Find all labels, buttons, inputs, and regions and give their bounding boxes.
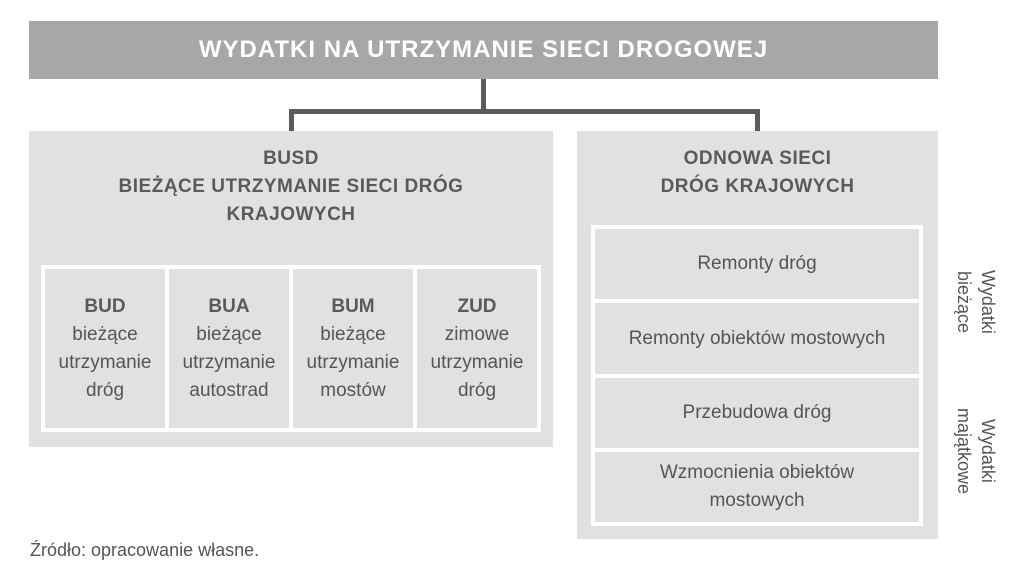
subcategory-text: utrzymanie <box>306 351 400 373</box>
side-label-capital-expenses <box>952 398 1000 504</box>
odnowa-item-text: Wzmocnienia obiektów <box>659 462 855 483</box>
busd-subcategory-grid <box>41 265 541 432</box>
busd-panel-title <box>29 145 553 229</box>
subcategory-text: zimowe <box>444 323 510 345</box>
subcategory-text: utrzymanie <box>58 351 152 373</box>
subcategory-text: dróg <box>457 379 497 401</box>
subcategory-code: BUM <box>331 295 375 317</box>
side-label-line: Wydatki <box>978 419 998 483</box>
busd-title-line: BIEŻĄCE UTRZYMANIE SIECI DRÓG <box>118 176 464 197</box>
odnowa-item-text: Remonty obiektów mostowych <box>628 327 886 349</box>
odnowa-item-text: mostowych <box>709 490 805 511</box>
side-label-line: bieżące <box>954 270 974 334</box>
side-label-current-expenses <box>952 262 1000 342</box>
subcategory-code: BUA <box>208 295 250 317</box>
subcategory-zud <box>417 269 537 428</box>
connector-horizontal <box>289 109 760 114</box>
subcategory-bum <box>293 269 413 428</box>
busd-title-line: KRAJOWYCH <box>226 204 356 225</box>
odnowa-panel-title <box>577 145 938 201</box>
odnowa-item-text: Przebudowa dróg <box>682 402 832 423</box>
odnowa-title-line: ODNOWA SIECI <box>683 148 832 169</box>
side-label-line: Wydatki <box>978 270 998 334</box>
subcategory-text: mostów <box>320 379 386 401</box>
subcategory-text: bieżące <box>320 323 386 345</box>
connector-left-drop <box>289 109 294 131</box>
busd-title-line: BUSD <box>263 148 319 169</box>
subcategory-text: bieżące <box>196 323 262 345</box>
subcategory-bud <box>45 269 165 428</box>
subcategory-code: BUD <box>84 295 126 317</box>
odnowa-item-remonty-drog <box>595 229 919 299</box>
odnowa-item-przebudowa <box>595 378 919 448</box>
diagram-title-box <box>29 21 938 79</box>
side-label-line: majątkowe <box>954 407 974 495</box>
subcategory-code: ZUD <box>457 295 497 317</box>
subcategory-bua <box>169 269 289 428</box>
subcategory-text: utrzymanie <box>182 351 276 373</box>
connector-right-drop <box>755 109 760 131</box>
subcategory-text: bieżące <box>72 323 138 345</box>
subcategory-text: dróg <box>85 379 125 401</box>
odnowa-title-line: DRÓG KRAJOWYCH <box>660 176 855 197</box>
subcategory-text: utrzymanie <box>430 351 524 373</box>
odnowa-items-stack <box>591 225 923 526</box>
connector-trunk <box>481 79 486 111</box>
source-note: Źródło: opracowanie własne. <box>30 540 260 560</box>
odnowa-item-text: Remonty dróg <box>697 253 817 274</box>
odnowa-item-wzmocnienia <box>595 452 919 522</box>
diagram-title: WYDATKI NA UTRZYMANIE SIECI DROGOWEJ <box>198 36 769 63</box>
odnowa-item-remonty-mostow <box>595 303 919 374</box>
subcategory-text: autostrad <box>189 379 269 401</box>
